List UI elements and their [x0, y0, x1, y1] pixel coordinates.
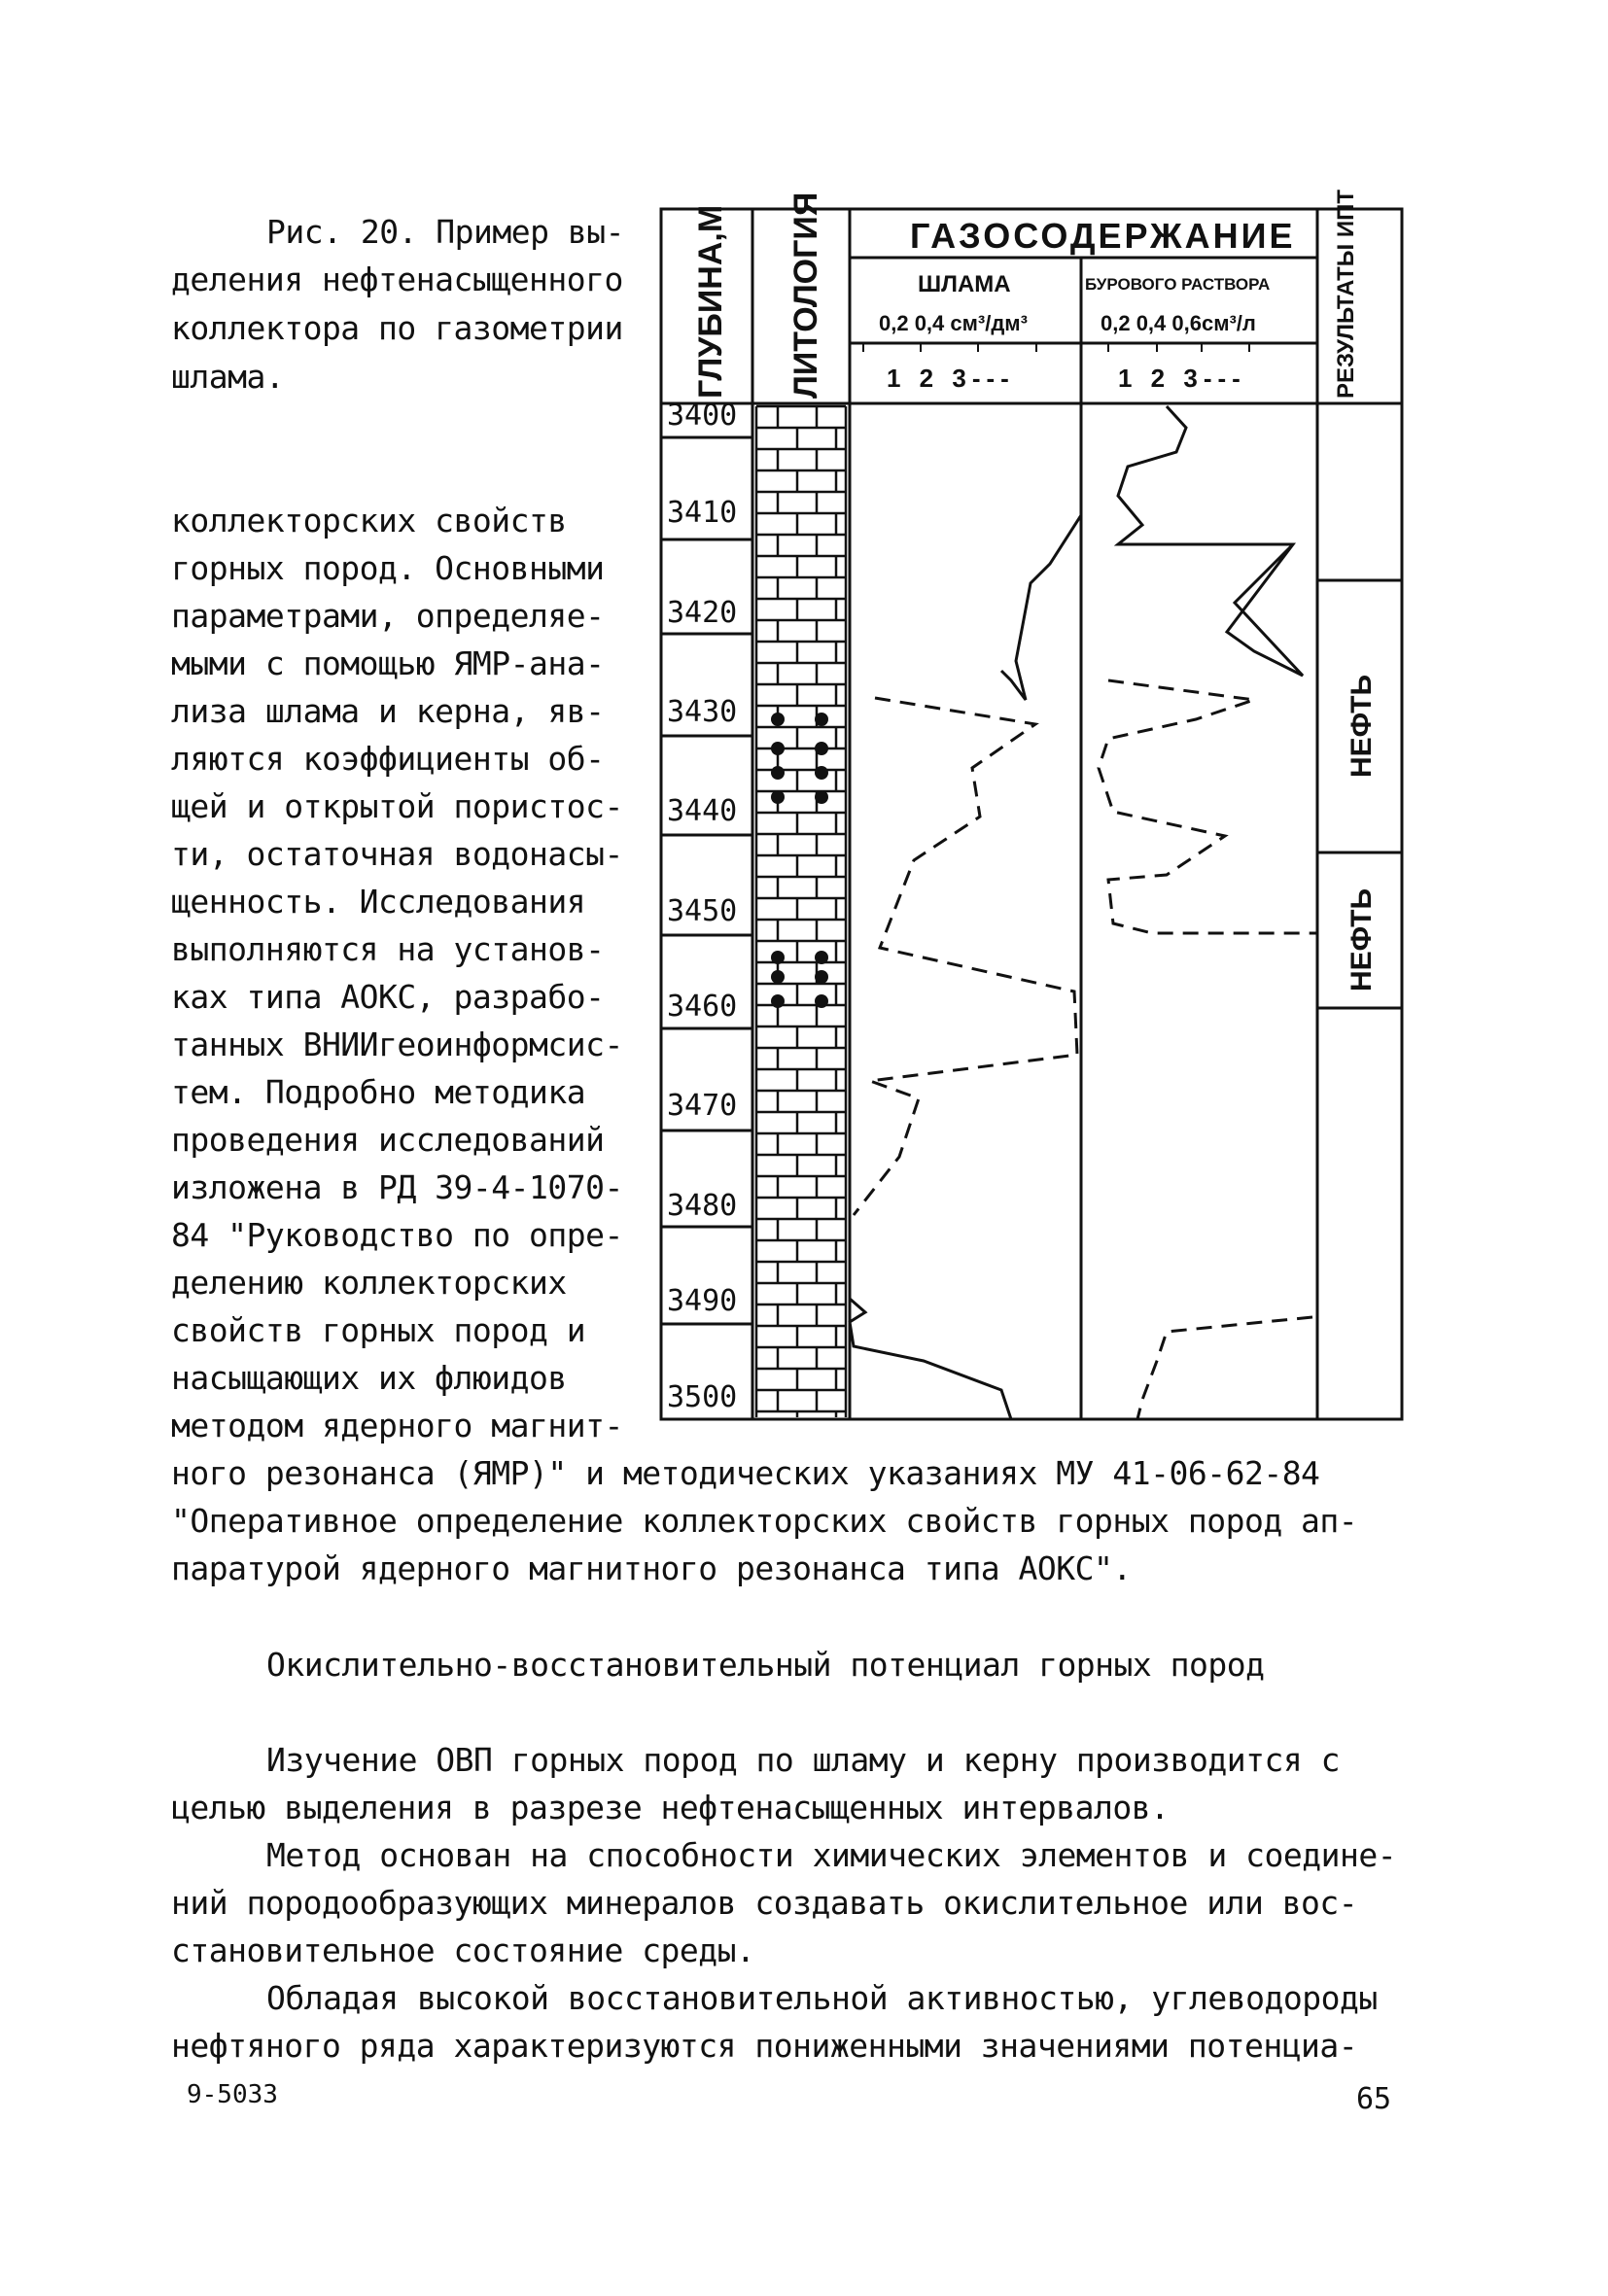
depth-header: ГЛУБИНА,М: [692, 204, 729, 399]
text-line: ти, остаточная водонасы-: [171, 835, 623, 873]
text-line: становительное состояние среды.: [171, 1931, 755, 1969]
oil-dot: [771, 713, 785, 726]
result-label-oil: НЕФТЬ: [1346, 674, 1378, 778]
text-line: 84 "Руководство по опре-: [171, 1216, 623, 1254]
caption-line: шлама.: [171, 358, 285, 396]
text-line: мыми с помощью ЯМР-ана-: [171, 644, 605, 682]
oil-dot: [815, 790, 828, 804]
depth-label: 3480: [667, 1189, 738, 1223]
text-line: целью выделения в разрезе нефтенасыщенных интервалов.: [171, 1789, 1170, 1826]
oil-dot: [815, 951, 828, 964]
depth-labels: [667, 399, 737, 1414]
page-number: 65: [1356, 2082, 1392, 2116]
text-line: Обладая высокой восстановительной активностью, углеводороды: [266, 1979, 1378, 2017]
cuttings-scale: 0,2 0,4 см³/дм³: [879, 311, 1028, 335]
depth-label: 3470: [667, 1089, 738, 1123]
depth-label: 3400: [667, 399, 738, 433]
text-line: щенность. Исследования: [171, 883, 586, 921]
text-line: нефтяного ряда характеризуются пониженными значениями потенциа-: [171, 2027, 1358, 2065]
text-line: ках типа АОКС, разрабо-: [171, 978, 605, 1016]
oil-dot: [815, 970, 828, 984]
cuttings-header: ШЛАМА: [918, 271, 1011, 297]
text-line: танных ВНИИгеоинформсис-: [171, 1026, 623, 1063]
text-line: коллекторских свойств: [171, 502, 567, 539]
depth-label: 3490: [667, 1284, 738, 1318]
mud-header: БУРОВОГО РАСТВОРА: [1085, 275, 1271, 294]
text-line: параметрами, определяе-: [171, 597, 605, 635]
text-line: тем. Подробно методика: [171, 1073, 586, 1111]
text-line: методом ядерного магнит-: [171, 1407, 623, 1444]
oil-dot: [815, 713, 828, 726]
caption-line: Рис. 20. Пример вы-: [266, 213, 624, 251]
results-header: РЕЗУЛЬТАТЫ ИПТ: [1333, 189, 1359, 399]
oil-dot: [771, 790, 785, 804]
depth-label: 3430: [667, 695, 738, 729]
lithology-pattern: [756, 406, 846, 1417]
depth-label: 3450: [667, 894, 738, 928]
oil-dot: [815, 766, 828, 780]
mud-curve-dashed: [1099, 680, 1317, 933]
text-line: щей и открытой пористос-: [171, 787, 623, 825]
cuttings-curves: 1 2 3---: [887, 364, 1015, 393]
text-line: ного резонанса (ЯМР)" и методических указаниях МУ 41-06-62-84: [171, 1454, 1320, 1492]
gas-header: ГАЗОСОДЕРЖАНИЕ: [910, 216, 1296, 256]
text-line: проведения исследований: [171, 1121, 605, 1159]
depth-label: 3460: [667, 990, 738, 1024]
text-line: лиза шлама и керна, яв-: [171, 692, 605, 730]
oil-dot: [815, 994, 828, 1008]
depth-label: 3410: [667, 496, 738, 530]
caption-line: деления нефтенасыщенного: [171, 261, 623, 298]
lithology-header: ЛИТОЛОГИЯ: [787, 191, 824, 399]
mud-curve-bottom: [1137, 1317, 1312, 1419]
oil-dot: [771, 766, 785, 780]
mud-curves: 1 2 3---: [1118, 364, 1246, 393]
text-line: свойств горных пород и: [171, 1311, 586, 1349]
section-heading: Окислительно-восстановительный потенциал горных пород: [266, 1646, 1265, 1684]
oil-dot: [815, 742, 828, 755]
text-line: делению коллекторских: [171, 1264, 567, 1302]
oil-dot: [771, 994, 785, 1008]
text-line: "Оперативное определение коллекторских свойств горных пород ап-: [171, 1502, 1358, 1540]
print-code: 9-5033: [187, 2080, 278, 2109]
text-line: ний породообразующих минералов создавать окислительное или вос-: [171, 1884, 1358, 1922]
depth-label: 3440: [667, 794, 738, 828]
cuttings-curve-bottom: [850, 1299, 1011, 1419]
text-line: Метод основан на способности химических элементов и соедине-: [266, 1836, 1397, 1874]
cuttings-curve-dashed: [854, 698, 1077, 1215]
text-line: выполняются на установ-: [171, 930, 605, 968]
text-line: насыщающих их флюидов: [171, 1359, 567, 1397]
text-line: ляются коэффициенты об-: [171, 740, 605, 778]
oil-dot: [771, 951, 785, 964]
text-line: Изучение ОВП горных пород по шламу и керну производится с: [266, 1741, 1340, 1779]
mud-scale: 0,2 0,4 0,6см³/л: [1101, 311, 1256, 335]
text-line: изложена в РД 39-4-1070-: [171, 1168, 623, 1206]
mud-curve-solid: [1118, 406, 1303, 676]
cuttings-curve-solid: [1001, 406, 1081, 700]
oil-saturation-dots: [771, 713, 828, 1008]
result-label-oil: НЕФТЬ: [1346, 887, 1378, 991]
depth-label: 3500: [667, 1380, 738, 1414]
depth-label: 3420: [667, 596, 738, 630]
caption-line: коллектора по газометрии: [171, 309, 623, 347]
text-line: паратурой ядерного магнитного резонанса типа АОКС".: [171, 1549, 1132, 1587]
oil-dot: [771, 742, 785, 755]
text-line: горных пород. Основными: [171, 549, 605, 587]
oil-dot: [771, 970, 785, 984]
